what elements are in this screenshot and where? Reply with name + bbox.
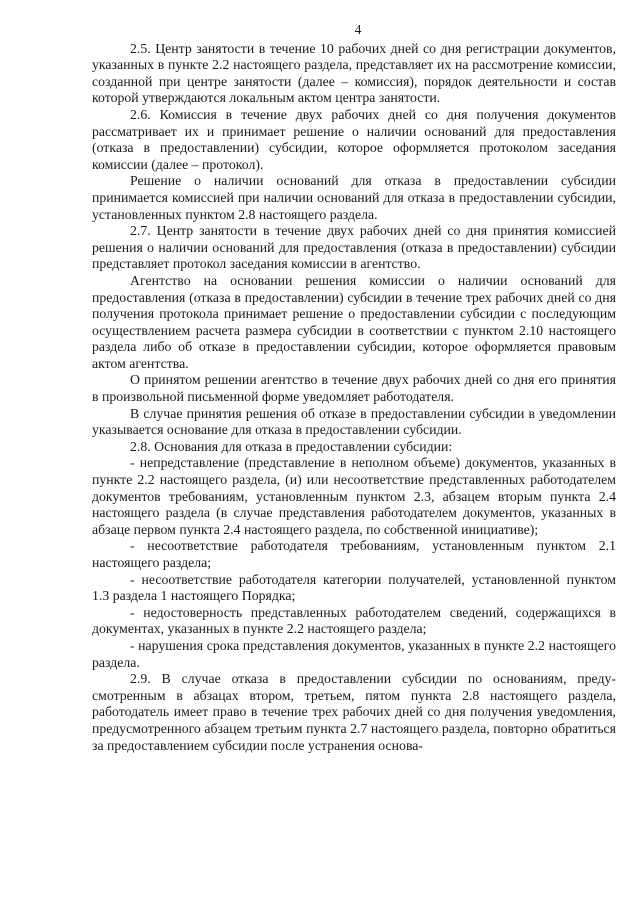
page-number: 4 bbox=[354, 22, 362, 37]
paragraph-refusal-notice: В случае принятия решения об отказе в предоставлении субсидии в уведомлении указывается основание для отказа в предоставлении субсидии. bbox=[92, 405, 616, 438]
document-page bbox=[92, 22, 616, 754]
list-item-nonsubmission: - непредставление (представление в неполном объеме) документов, указанных в пункте 2.2 настоящего раздела, (и) или несоответствие представленных работодателем документов требованиям, установленным пунктом 2.3, абзацем вторым пункта 2.4 настоящего раздела (в случае представления работодателем документов, указанных в абзаце первом пункта 2.4 настоящего раздела, по собственной инициативе); bbox=[92, 455, 616, 537]
paragraph-2-7: 2.7. Центр занятости в течение двух рабочих дней со дня принятия комиссией решения о наличии оснований для предоставления (отказа в предоставлении) субсидии представляет протокол заседания комиссии в агентство. bbox=[92, 223, 616, 272]
paragraph-decision: Решение о наличии оснований для отказа в предоставлении субсидии принимается комиссией при наличии оснований для отказа в предоставлении субсидии, установленных пунктом 2.8 настоящего раздела. bbox=[92, 173, 616, 222]
paragraph-notification: О принятом решении агентство в течение двух рабочих дней со дня его принятия в произвольной письменной форме уведомляет работодателя. bbox=[92, 372, 616, 405]
paragraph-agency-decision: Агентство на основании решения комиссии о наличии оснований для предоставления (отказа в предоставлении) субсидии в течение трех рабочих дней со дня получения протокола принимает решение о предоставлении субсидии с последующим осуществлением расчета размера субсидии в соответствии с пунктом 2.10 настоящего раздела либо об отказе в предоставлении субсидии, которое оформляется правовым актом агентства. bbox=[92, 272, 616, 371]
list-item-category: - несоответствие работодателя категории получателей, установленной пунктом 1.3 раздела 1 настоящего Порядка; bbox=[92, 571, 616, 604]
list-item-requirements: - несоответствие работодателя требованиям, установленным пунктом 2.1 настоящего раздела; bbox=[92, 538, 616, 570]
paragraph-2-8: 2.8. Основания для отказа в предоставлении субсидии: bbox=[130, 438, 453, 454]
paragraph-2-5: 2.5. Центр занятости в течение 10 рабочих дней со дня регистрации документов, указанных в пункте 2.2 настоящего раздела, представляет их на рассмотрение комиссии, созданной при центре занятости (далее – комиссия), порядок деятельности и состав которой утверждаются локальным актом центра занятости. bbox=[92, 40, 616, 106]
list-item-deadline: - нарушения срока представления документов, указанных в пункте 2.2 настоящего раздела. bbox=[92, 637, 616, 670]
paragraph-2-6: 2.6. Комиссия в течение двух рабочих дней со дня получения документов рассматривает их и принимает решение о наличии оснований для предоставления (отказа в предоставлении) субсидии, которое оформляется протоколом заседания комиссии (далее – протокол). bbox=[92, 106, 616, 172]
list-item-unreliability: - недостоверность представленных работодателем сведений, содержащихся в документах, указанных в пункте 2.2 настоящего раздела; bbox=[92, 604, 616, 637]
paragraph-2-9: 2.9. В случае отказа в предоставлении субсидии по основаниям, предусмотренным в абзацах втором, третьем, пятом пункта 2.8 настоящего раздела, работодатель имеет право в течение трех рабочих дней со дня получения уведомления, предусмотренного абзацем третьим пункта 2.7 настоящего раздела, повторно обратиться за предоставлением субсидии после устранения основа- bbox=[92, 671, 616, 753]
